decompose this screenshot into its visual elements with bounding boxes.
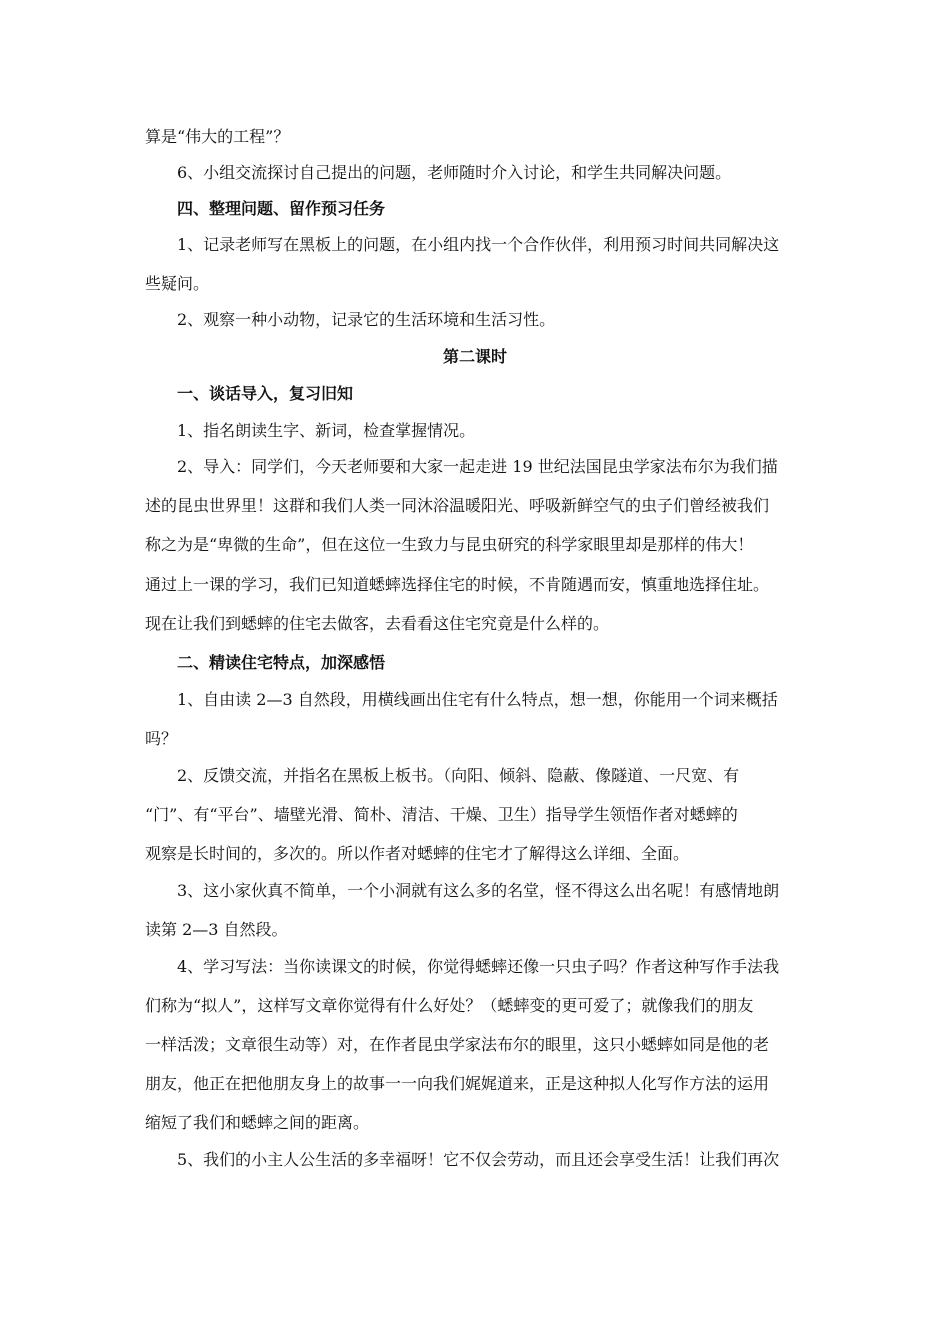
paragraph-line: 现在让我们到蟋蟀的住宅去做客，去看看这住宅究竟是什么样的。 — [145, 614, 610, 633]
paragraph-line: 1、指名朗读生字、新词，检查掌握情况。 — [177, 421, 476, 440]
paragraph-line: 读第 2—3 自然段。 — [145, 920, 288, 939]
paragraph-line: 述的昆虫世界里！这群和我们人类一同沐浴温暖阳光、呼吸新鲜空气的虫子们曾经被我们 — [145, 496, 770, 515]
paragraph-line: 朋友，他正在把他朋友身上的故事一一向我们娓娓道来，正是这种拟人化写作方法的运用 — [145, 1074, 770, 1093]
lesson-heading: 第二课时 — [442, 347, 507, 366]
paragraph-line: 1、记录老师写在黑板上的问题，在小组内找一个合作伙伴，利用预习时间共同解决这 — [177, 235, 780, 254]
paragraph-line: 吗？ — [145, 729, 178, 748]
paragraph-line: 称之为是“卑微的生命”，但在这位一生致力与昆虫研究的科学家眼里却是那样的伟大！ — [145, 535, 754, 554]
paragraph-line: 一样活泼；文章很生动等）对，在作者昆虫学家法布尔的眼里，这只小蟋蟀如同是他的老 — [145, 1035, 770, 1054]
paragraph-line: 2、观察一种小动物，记录它的生活环境和生活习性。 — [177, 310, 556, 329]
paragraph-line: 4、学习写法：当你读课文的时候，你觉得蟋蟀还像一只虫子吗？作者这种写作手法我 — [177, 957, 780, 976]
paragraph-line: 通过上一课的学习，我们已知道蟋蟀选择住宅的时候，不肯随遇而安，慎重地选择住址。 — [145, 575, 770, 594]
paragraph-line: 2、导入：同学们，今天老师要和大家一起走进 19 世纪法国昆虫学家法布尔为我们描 — [177, 457, 778, 476]
paragraph-line: 观察是长时间的，多次的。所以作者对蟋蟀的住宅才了解得这么详细、全面。 — [145, 844, 690, 863]
paragraph-line: 6、小组交流探讨自己提出的问题，老师随时介入讨论，和学生共同解决问题。 — [177, 163, 732, 182]
section-heading: 四、整理问题、留作预习任务 — [177, 199, 386, 218]
paragraph-line: 5、我们的小主人公生活的多幸福呀！它不仅会劳动，而且还会享受生活！让我们再次 — [177, 1150, 780, 1169]
paragraph-line: 缩短了我们和蟋蟀之间的距离。 — [145, 1113, 370, 1132]
paragraph-line: 2、反馈交流，并指名在黑板上板书。（向阳、倾斜、隐蔽、像隧道、一尺宽、有 — [177, 766, 740, 785]
paragraph-line: “门”、有“平台”、墙壁光滑、简朴、清洁、干燥、卫生）指导学生领悟作者对蟋蟀的 — [145, 805, 738, 824]
paragraph-line: 3、这小家伙真不简单，一个小洞就有这么多的名堂，怪不得这么出名呢！有感情地朗 — [177, 881, 780, 900]
paragraph-line: 些疑问。 — [145, 274, 210, 293]
section-heading: 二、精读住宅特点，加深感悟 — [177, 653, 386, 672]
paragraph-line: 算是“伟大的工程”？ — [145, 127, 290, 146]
section-heading: 一、谈话导入，复习旧知 — [177, 384, 354, 403]
paragraph-line: 1、自由读 2—3 自然段，用横线画出住宅有什么特点，想一想，你能用一个词来概括 — [177, 690, 778, 709]
paragraph-line: 们称为“拟人”，这样写文章你觉得有什么好处？（蟋蟀变的更可爱了；就像我们的朋友 — [145, 996, 754, 1015]
